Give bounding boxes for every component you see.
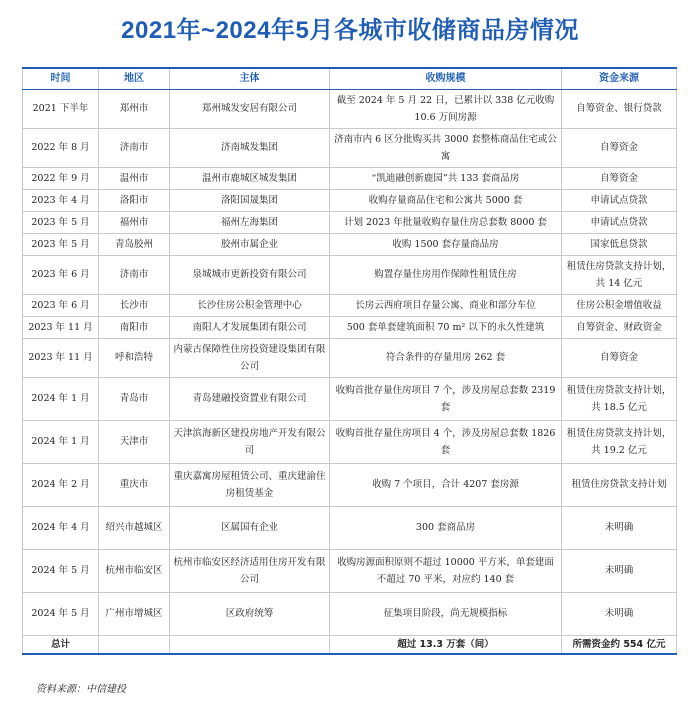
- cell-funding: 租赁住房贷款支持计划，共 14 亿元: [562, 255, 677, 294]
- cell-scale: 计划 2023 年批量收购存量住房总套数 8000 套: [330, 211, 562, 233]
- cell-region: 绍兴市越城区: [99, 506, 170, 549]
- city-housing-purchase-table: [22, 67, 677, 655]
- cell-entity: 青岛建融投资置业有限公司: [170, 377, 330, 420]
- table-row: [23, 233, 677, 255]
- cell-scale: 符合条件的存量用房 262 套: [330, 338, 562, 377]
- table-row: [23, 420, 677, 463]
- cell-funding: 未明确: [562, 592, 677, 635]
- total-region-empty: [99, 635, 170, 654]
- cell-time: 2023 年 5 月: [23, 233, 99, 255]
- cell-entity: 济南城发集团: [170, 128, 330, 167]
- cell-scale: 500 套单套建筑面积 70 m² 以下的永久性建筑: [330, 316, 562, 338]
- cell-entity: 区属国有企业: [170, 506, 330, 549]
- table-row: [23, 549, 677, 592]
- cell-funding: 租赁住房贷款支持计划: [562, 463, 677, 506]
- header-region: 地区: [99, 68, 170, 89]
- cell-funding: 未明确: [562, 549, 677, 592]
- table-row: [23, 255, 677, 294]
- cell-time: 2024 年 5 月: [23, 549, 99, 592]
- cell-funding: 申请试点贷款: [562, 211, 677, 233]
- cell-time: 2023 年 11 月: [23, 338, 99, 377]
- table-row: [23, 294, 677, 316]
- total-entity-empty: [170, 635, 330, 654]
- table-row: [23, 128, 677, 167]
- cell-time: 2024 年 1 月: [23, 377, 99, 420]
- cell-scale: 收购首批存量住房项目 7 个，涉及房屋总套数 2319 套: [330, 377, 562, 420]
- cell-time: 2023 年 11 月: [23, 316, 99, 338]
- cell-time: 2024 年 5 月: [23, 592, 99, 635]
- header-time: 时间: [23, 68, 99, 89]
- cell-entity: 区政府统筹: [170, 592, 330, 635]
- page-title: 2021年~2024年5月各城市收储商品房情况: [121, 17, 579, 44]
- cell-region: 福州市: [99, 211, 170, 233]
- cell-region: 郑州市: [99, 89, 170, 128]
- cell-funding: 自筹资金、财政资金: [562, 316, 677, 338]
- cell-entity: 泉城城市更新投资有限公司: [170, 255, 330, 294]
- cell-region: 杭州市临安区: [99, 549, 170, 592]
- cell-scale: 收购 7 个项目，合计 4207 套房源: [330, 463, 562, 506]
- total-funding: 所需资金约 554 亿元: [562, 635, 677, 654]
- cell-entity: 内蒙古保障性住房投资建设集团有限公司: [170, 338, 330, 377]
- table-row: [23, 377, 677, 420]
- cell-funding: 自筹资金、银行贷款: [562, 89, 677, 128]
- cell-funding: 租赁住房贷款支持计划，共 19.2 亿元: [562, 420, 677, 463]
- table-row: [23, 463, 677, 506]
- total-scale: 超过 13.3 万套（间）: [330, 635, 562, 654]
- cell-entity: 洛阳国晟集团: [170, 189, 330, 211]
- source-note: 资料来源：中信建投: [36, 684, 126, 695]
- cell-entity: 温州市鹿城区城发集团: [170, 167, 330, 189]
- cell-funding: 住房公积金增值收益: [562, 294, 677, 316]
- cell-scale: 收购首批存量住房项目 4 个，涉及房屋总套数 1826 套: [330, 420, 562, 463]
- cell-entity: 天津滨海新区建投房地产开发有限公司: [170, 420, 330, 463]
- cell-entity: 南阳人才发展集团有限公司: [170, 316, 330, 338]
- cell-entity: 郑州城发安居有限公司: [170, 89, 330, 128]
- cell-time: 2023 年 5 月: [23, 211, 99, 233]
- cell-scale: 300 套商品房: [330, 506, 562, 549]
- cell-time: 2024 年 2 月: [23, 463, 99, 506]
- cell-region: 济南市: [99, 255, 170, 294]
- cell-time: 2024 年 1 月: [23, 420, 99, 463]
- cell-region: 温州市: [99, 167, 170, 189]
- cell-scale: 征集项目阶段，尚无规模指标: [330, 592, 562, 635]
- cell-region: 青岛市: [99, 377, 170, 420]
- table-row: [23, 592, 677, 635]
- table-row: [23, 167, 677, 189]
- total-label: 总计: [23, 635, 99, 654]
- cell-region: 长沙市: [99, 294, 170, 316]
- cell-scale: 收购存量商品住宅和公寓共 5000 套: [330, 189, 562, 211]
- cell-entity: 杭州市临安区经济适用住房开发有限公司: [170, 549, 330, 592]
- cell-scale: 收购 1500 套存量商品房: [330, 233, 562, 255]
- table-row: [23, 211, 677, 233]
- cell-funding: 自筹资金: [562, 167, 677, 189]
- cell-entity: 福州左海集团: [170, 211, 330, 233]
- cell-entity: 胶州市属企业: [170, 233, 330, 255]
- table-row: [23, 189, 677, 211]
- cell-funding: 租赁住房贷款支持计划，共 18.5 亿元: [562, 377, 677, 420]
- cell-scale: 长房云西府项目存量公寓、商业和部分车位: [330, 294, 562, 316]
- cell-region: 天津市: [99, 420, 170, 463]
- cell-region: 南阳市: [99, 316, 170, 338]
- table-row: [23, 89, 677, 128]
- header-scale: 收购规模: [330, 68, 562, 89]
- cell-region: 呼和浩特: [99, 338, 170, 377]
- total-row: [23, 635, 677, 654]
- cell-funding: 未明确: [562, 506, 677, 549]
- table-row: [23, 338, 677, 377]
- cell-scale: 收购房源面积原则不超过 10000 平方米，单套建面不超过 70 平米，对应约 140 套: [330, 549, 562, 592]
- cell-entity: 长沙住房公积金管理中心: [170, 294, 330, 316]
- cell-time: 2021 下半年: [23, 89, 99, 128]
- table-row: [23, 506, 677, 549]
- cell-funding: 申请试点贷款: [562, 189, 677, 211]
- header-funding: 资金来源: [562, 68, 677, 89]
- cell-funding: 自筹资金: [562, 128, 677, 167]
- cell-region: 洛阳市: [99, 189, 170, 211]
- cell-time: 2023 年 6 月: [23, 255, 99, 294]
- cell-time: 2023 年 6 月: [23, 294, 99, 316]
- cell-region: 广州市增城区: [99, 592, 170, 635]
- cell-funding: 自筹资金: [562, 338, 677, 377]
- cell-scale: 购置存量住房用作保障性租赁住房: [330, 255, 562, 294]
- cell-funding: 国家低息贷款: [562, 233, 677, 255]
- cell-time: 2022 年 9 月: [23, 167, 99, 189]
- table-row: [23, 316, 677, 338]
- cell-region: 重庆市: [99, 463, 170, 506]
- cell-time: 2023 年 4 月: [23, 189, 99, 211]
- table-header-row: [23, 68, 677, 89]
- cell-region: 青岛胶州: [99, 233, 170, 255]
- cell-entity: 重庆嘉寓房屋租赁公司、重庆建渝住房租赁基金: [170, 463, 330, 506]
- cell-scale: 截至 2024 年 5 月 22 日，已累计以 338 亿元收购 10.6 万间房源: [330, 89, 562, 128]
- cell-scale: 济南市内 6 区分批购买共 3000 套整栋商品住宅或公寓: [330, 128, 562, 167]
- header-entity: 主体: [170, 68, 330, 89]
- cell-time: 2022 年 8 月: [23, 128, 99, 167]
- cell-time: 2024 年 4 月: [23, 506, 99, 549]
- cell-region: 济南市: [99, 128, 170, 167]
- cell-scale: “凯迪融创新鹿园”共 133 套商品房: [330, 167, 562, 189]
